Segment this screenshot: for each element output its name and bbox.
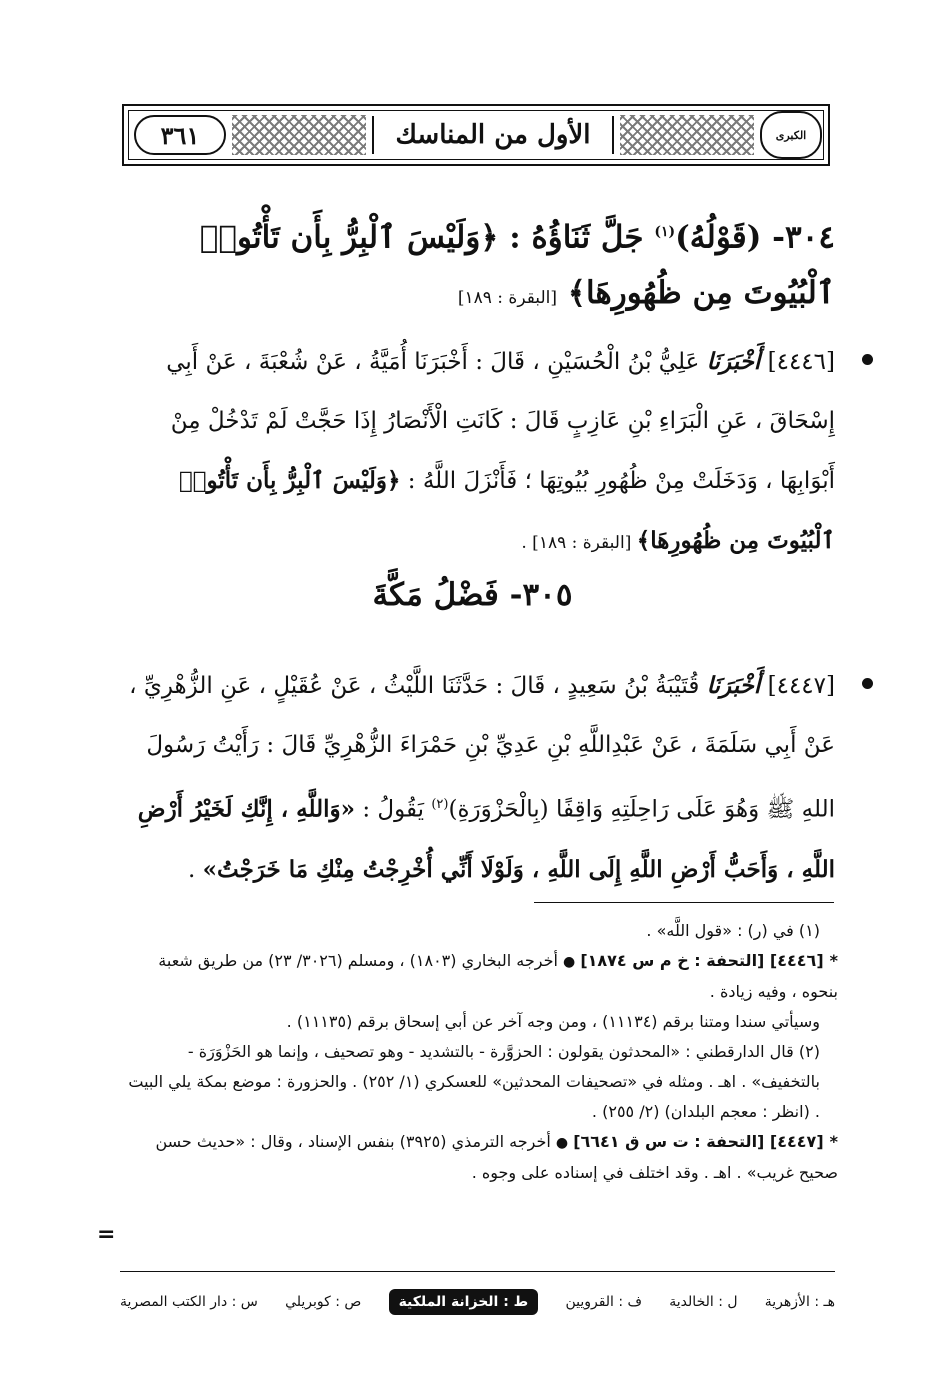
manuscript-legend xyxy=(120,1284,835,1320)
left-ornament xyxy=(232,115,366,155)
hadith-text: عَلِيُّ بْنُ الْحُسَيْنِ ، قَالَ : أَخْبَرَنَا أُمَيَّةُ ، عَنْ شُعْبَةَ ، عَنْ أَبِي إِسْحَاقَ ، عَنِ الْبَرَاءِ بْنِ عَازِبٍ قَالَ : كَانَتِ الْأَنْصَارُ إِذَا حَجَّتْ لَمْ تَدْخُلْ مِنْ أَبْوَابِهَا ، وَدَخَلَتْ مِنْ ظُهُورِ بُيُوتِهَا ؛ فَأَنْزَلَ اللَّهُ : xyxy=(166,349,835,494)
footnote-mark-1: (١) xyxy=(654,224,676,240)
footnotes xyxy=(120,916,838,1188)
legend-item: ل : الخالدية xyxy=(669,1294,738,1310)
section-304-title: ٣٠٤- (قَوْلُهُ) xyxy=(675,219,835,256)
footnote-4446 xyxy=(120,946,838,1007)
legend-item: س : دار الكتب المصرية xyxy=(120,1294,258,1310)
footnote-mark-2: (٢) xyxy=(431,797,449,812)
section-304-heading xyxy=(120,204,835,326)
hadith-number: [٤٤٤٧] xyxy=(767,673,835,699)
asterisk-icon: * xyxy=(829,1132,838,1151)
legend-item-highlighted: ط : الخزانة الملكية xyxy=(389,1289,539,1315)
legend-item: ف : القرويين xyxy=(565,1294,643,1310)
verse-ref: [البقرة : ١٨٩] . xyxy=(521,533,637,553)
asterisk-icon: * xyxy=(829,951,838,970)
hadith-end: . xyxy=(187,856,203,883)
akhbarana-word: أَخْبَرَنَا xyxy=(706,672,761,699)
bullet-icon xyxy=(862,354,873,365)
page-header xyxy=(122,104,830,166)
page-number: ٣٦١ xyxy=(134,115,226,155)
footnote-2: (٢) قال الدارقطني : «المحدثون يقولون : الحزوَّرة - بالتشديد - وهو تصحيف ، وإنما هو الحَزْوَرَة - بالتخفيف» . اهـ . ومثله في «تصحيفات المحدثين» للعسكري (١/ ٢٥٢) . والحزورة : موضع بمكة يلي البيت . (انظر : معجم البلدان) (٢/ ٢٥٥) . xyxy=(128,1042,820,1121)
bullet-icon: ● xyxy=(563,954,576,970)
tuhfa-ref-4446: [٤٤٤٦] [التحفة : خ م س ١٨٧٤] xyxy=(580,951,824,970)
footnote-4447 xyxy=(120,1127,838,1188)
hadith-text: قُتَيْبَةُ بْنُ سَعِيدٍ ، قَالَ : حَدَّثَنَا اللَّيْثُ ، عَنْ عُقَيْلٍ ، عَنِ الزُّهْرِيِّ ، عَنْ أَبِي سَلَمَةَ ، عَنْ عَبْدِاللَّهِ بْنِ عَدِيِّ بْنِ حَمْرَاءَ الزُّهْرِيِّ قَالَ : رَأَيْتُ رَسُولَ اللهِ ﷺ وَهُوَ عَلَى رَاحِلَتِهِ وَاقِفًا (بِالْحَزْوَرَةِ) xyxy=(129,673,835,823)
legend-item: ص : كوبريلي xyxy=(285,1294,362,1310)
footnote-separator xyxy=(534,902,834,903)
hadith-4447 xyxy=(120,656,835,900)
legend-item: هـ : الأزهرية xyxy=(764,1294,835,1310)
section-304-verse: جَلَّ ثَنَاؤُهُ : ﴿وَلَيْسَ ٱلْبِرُّ بِأَن تَأْتُوا۟ ٱلْبُيُوتَ مِن ظُهُورِهَا﴾ xyxy=(199,219,835,312)
tuhfa-ref-4447: [٤٤٤٧] [التحفة : ت س ق ٦٦٤١] xyxy=(573,1132,824,1151)
prophet-quote: «وَاللَّهِ ، إِنَّكِ لَخَيْرُ أَرْضِ اللَّهِ ، وَأَحَبُّ أَرْضِ اللَّهِ إِلَى اللَّهِ ، وَلَوْلَا أَنِّي أُخْرِجْتُ مِنْكِ مَا خَرَجْتُ» xyxy=(137,795,835,883)
book-emblem: الكبرى xyxy=(760,111,822,159)
hadith-text-2: يَقُولُ : xyxy=(355,796,432,823)
continuation-mark: = xyxy=(97,1222,116,1247)
header-title: الأول من المناسك xyxy=(372,116,615,154)
legend-separator xyxy=(120,1271,835,1272)
takhrij-4447: أخرجه الترمذي (٣٩٢٥) بنفس الإسناد ، وقال : «حديث حسن صحيح غريب» . اهـ . وقد اختلف في إسناده على وجوه . xyxy=(155,1132,838,1182)
quran-verse: ﴿وَلَيْسَ ٱلْبِرُّ بِأَن تَأْتُوا۟ ٱلْبُيُوتَ مِن ظُهُورِهَا﴾ xyxy=(178,467,835,554)
bullet-icon xyxy=(862,678,873,689)
section-304-verse-ref: [البقرة : ١٨٩] xyxy=(457,288,557,309)
hadith-number: [٤٤٤٦] xyxy=(767,349,835,375)
takhrij-4446: أخرجه البخاري (١٨٠٣) ، ومسلم (٣٠٢٦/ ٢٣) من طريق شعبة بنحوه ، وفيه زيادة . xyxy=(158,951,838,1001)
akhbarana-word: أَخْبَرَنَا xyxy=(706,348,761,375)
section-305-heading: ٣٠٥- فَضْلُ مَكَّةَ xyxy=(372,577,573,613)
bullet-icon: ● xyxy=(555,1135,569,1151)
right-ornament xyxy=(620,115,754,155)
footnote-4446-cont: وسيأتي سندا ومتنا برقم (١١١٣٤) ، ومن وجه آخر عن أبي إسحاق برقم (١١١٣٥) . xyxy=(286,1012,820,1031)
footnote-1: (١) في (ر) : «قول اللَّه» . xyxy=(646,921,820,940)
hadith-4446 xyxy=(120,332,835,573)
